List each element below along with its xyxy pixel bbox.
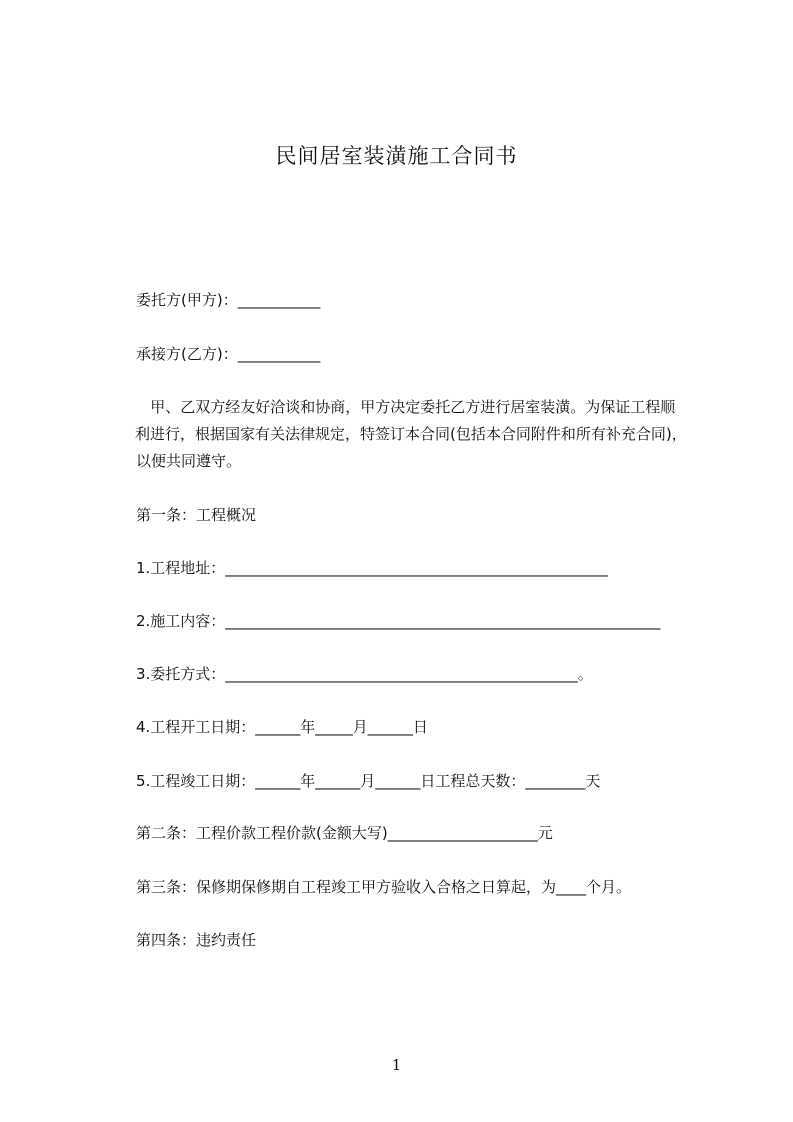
article-4-heading: 第四条：违约责任 — [136, 931, 257, 949]
commission-method-line: 3.委托方式：_______________________________________________。 — [136, 665, 593, 683]
party-b-line: 承接方(乙方)：___________ — [136, 345, 321, 363]
article-2-price-line: 第二条：工程价款工程价款(金额大写)____________________元 — [136, 824, 553, 842]
preamble-line: 利进行，根据国家有关法律规定，特签订本合同(包括本合同附件和所有补充合同)， — [135, 425, 687, 443]
start-date-line: 4.工程开工日期：______年_____月______日 — [136, 718, 428, 736]
document-title: 民间居室装潢施工合同书 — [275, 144, 518, 168]
article-3-warranty-line: 第三条：保修期保修期自工程竣工甲方验收入合格之日算起，为____个月。 — [136, 878, 632, 896]
preamble-line: 以便共同遵守。 — [136, 452, 242, 470]
page-number: 1 — [391, 1056, 402, 1074]
preamble-paragraph — [135, 394, 687, 475]
preamble-line: 甲、乙双方经友好洽谈和协商，甲方决定委托乙方进行居室装潢。为保证工程顺 — [136, 398, 676, 416]
completion-date-line: 5.工程竣工日期：______年______月______日工程总天数：________天 — [136, 772, 601, 790]
party-a-line: 委托方(甲方)：___________ — [136, 291, 321, 309]
article-1-heading: 第一条：工程概况 — [136, 506, 257, 524]
project-address-line: 1.工程地址：___________________________________________________ — [136, 559, 608, 577]
construction-content-line: 2.施工内容：__________________________________________________________ — [136, 612, 661, 630]
